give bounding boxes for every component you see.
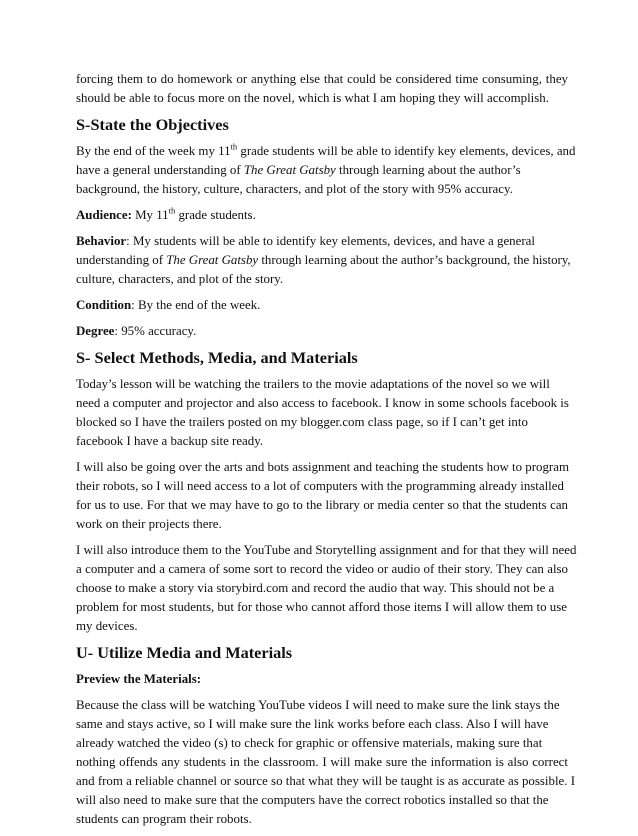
subheading-preview: Preview the Materials: bbox=[76, 672, 202, 686]
audience-line: Audience: My 11th grade students. bbox=[76, 205, 256, 222]
text-line: problem for most students, but for those who cannot afford those items I will allow them to use bbox=[76, 600, 567, 614]
text-line: By the end of the week my 11th grade students will be able to identify key elements, devices, and bbox=[76, 141, 576, 158]
text-line: choose to make a story via storybird.com and record the audio that way. This should not be a bbox=[76, 581, 555, 595]
text-line: I will also introduce them to the YouTube and Storytelling assignment and for that they will need bbox=[76, 543, 577, 557]
text-line: same and stays active, so I will make sure the link works before each class. Also I will have bbox=[76, 717, 549, 731]
behavior-label: Behavior bbox=[76, 234, 127, 248]
text-line: Today’s lesson will be watching the trailers to the movie adaptations of the novel so we will bbox=[76, 377, 550, 391]
condition-label: Condition bbox=[76, 298, 132, 312]
text-line: Behavior: My students will be able to identify key elements, devices, and have a general bbox=[76, 234, 535, 248]
intro-paragraph bbox=[76, 70, 568, 108]
text-line: I will also be going over the arts and bots assignment and teaching the students how to program bbox=[76, 460, 569, 474]
document-page bbox=[76, 70, 577, 836]
degree-label: Degree bbox=[76, 324, 115, 338]
text-line: and from a reliable channel or source so that what they will be taught is as accurate as possible. I bbox=[76, 774, 575, 788]
text-line: for us to use. For that we may have to go to the library or media center so that the students can bbox=[76, 498, 568, 512]
text-line: work on their projects there. bbox=[76, 517, 222, 531]
text-line: Because the class will be watching YouTube videos I will need to make sure the link stays the bbox=[76, 698, 560, 712]
text-line: forcing them to do homework or anything else that could be considered time consuming, they bbox=[76, 72, 568, 86]
methods-paragraph-2 bbox=[76, 458, 568, 534]
behavior-paragraph bbox=[76, 232, 571, 289]
text-line: will also need to make sure that the computers have the correct robotics installed so that the bbox=[76, 793, 549, 807]
text-line: understanding of The Great Gatsby through learning about the author’s background, the history, bbox=[76, 253, 571, 267]
degree-line: Degree: 95% accuracy. bbox=[76, 324, 197, 338]
methods-paragraph-1 bbox=[76, 375, 568, 451]
text-line: should be able to focus more on the novel, which is what I am hoping they will accomplish. bbox=[76, 91, 549, 105]
objectives-paragraph bbox=[76, 141, 576, 199]
text-line: have a general understanding of The Great Gatsby through learning about the author’s bbox=[76, 163, 521, 177]
text-line: culture, characters, and plot of the story. bbox=[76, 272, 284, 286]
text-line: students can program their robots. bbox=[76, 812, 252, 826]
text-line: my devices. bbox=[76, 619, 138, 633]
text-line: background, the history, culture, characters, and plot of the story with 95% accuracy. bbox=[76, 182, 513, 196]
section-heading-utilize: U- Utilize Media and Materials bbox=[76, 643, 293, 662]
book-title: The Great Gatsby bbox=[243, 163, 336, 177]
methods-paragraph-3 bbox=[76, 541, 577, 636]
text-line: facebook I have a backup site ready. bbox=[76, 434, 264, 448]
text-line: need a computer and projector and also access to facebook. I know in some schools facebook is bbox=[76, 396, 569, 410]
condition-line: Condition: By the end of the week. bbox=[76, 298, 261, 312]
text-line: a computer and a camera of some sort to record the video or audio of their story. They can also bbox=[76, 562, 568, 576]
text-line: their robots, so I will need access to a lot of computers with the programming already installed bbox=[76, 479, 564, 493]
book-title: The Great Gatsby bbox=[166, 253, 259, 267]
audience-label: Audience: bbox=[76, 208, 132, 222]
text-line: already watched the video (s) to check for graphic or offensive materials, making sure that bbox=[76, 736, 543, 750]
section-heading-methods: S- Select Methods, Media, and Materials bbox=[76, 348, 358, 367]
text-line: blocked so I have the trailers posted on my blogger.com class page, so if I can’t get into bbox=[76, 415, 528, 429]
text-line: nothing offends any students in the classroom. I will make sure the information is also correct bbox=[76, 755, 568, 769]
section-heading-objectives: S-State the Objectives bbox=[76, 115, 229, 134]
utilize-paragraph bbox=[76, 696, 575, 829]
